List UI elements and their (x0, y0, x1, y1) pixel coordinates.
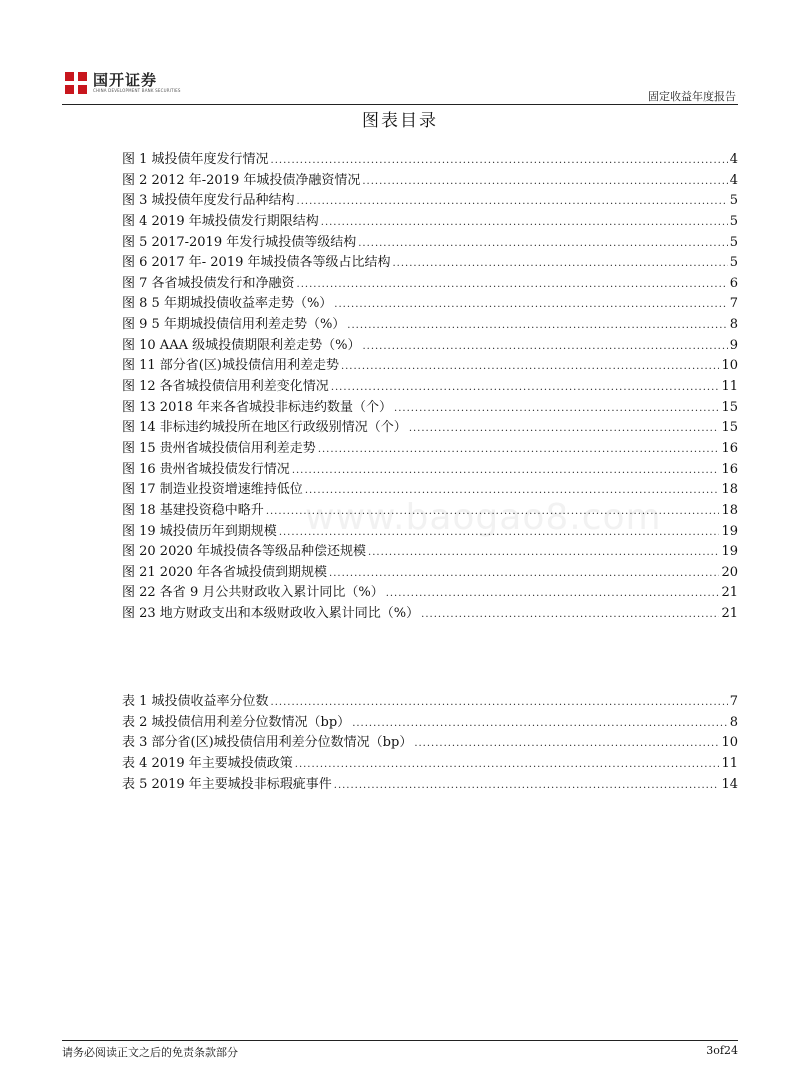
figure-entry-page: 5 (729, 255, 738, 271)
dot-leader (297, 196, 728, 207)
table-entry[interactable] (122, 752, 738, 773)
figure-entry[interactable] (122, 561, 738, 582)
figure-entry-label: 图 15 贵州省城投债信用利差走势 (122, 440, 316, 456)
dot-leader (352, 718, 728, 729)
dot-leader (421, 609, 719, 620)
figure-entry[interactable] (122, 292, 738, 313)
logo-english-name: CHINA DEVELOPMENT BANK SECURITIES (93, 88, 181, 93)
table-list (122, 690, 738, 793)
figure-entry-page: 21 (721, 585, 738, 601)
dot-leader (362, 341, 727, 352)
dot-leader (318, 444, 720, 455)
table-entry[interactable] (122, 731, 738, 752)
figure-entry[interactable] (122, 396, 738, 417)
figure-entry-page: 9 (729, 337, 738, 353)
figure-entry[interactable] (122, 520, 738, 541)
figure-entry-page: 16 (721, 440, 738, 456)
dot-leader (368, 547, 719, 558)
figure-entry[interactable] (122, 189, 738, 210)
figure-entry[interactable] (122, 354, 738, 375)
dot-leader (279, 527, 720, 538)
header-divider (62, 104, 738, 105)
figure-entry-label: 图 8 5 年期城投债收益率走势（%） (122, 296, 333, 312)
table-entry-page: 14 (721, 776, 738, 792)
figure-entry-label: 图 1 城投债年度发行情况 (122, 152, 269, 167)
dot-leader (386, 588, 720, 599)
figure-entry-page: 6 (729, 275, 738, 291)
figure-entry[interactable] (122, 251, 738, 272)
dot-leader (329, 568, 719, 579)
table-entry-label: 表 4 2019 年主要城投债政策 (122, 755, 293, 771)
figure-entry[interactable] (122, 375, 738, 396)
dot-leader (334, 299, 727, 310)
footer-divider (62, 1040, 738, 1041)
table-entry[interactable] (122, 773, 738, 794)
dot-leader (305, 485, 720, 496)
figure-entry-page: 21 (721, 606, 738, 622)
dot-leader (409, 423, 720, 434)
figure-entry[interactable] (122, 499, 738, 520)
dot-leader (331, 382, 720, 393)
figure-entry-page: 18 (721, 502, 738, 518)
footer-disclaimer: 请务必阅读正文之后的免责条款部分 (62, 1046, 238, 1059)
figure-entry-label: 图 11 部分省(区)城投债信用利差走势 (122, 358, 339, 374)
table-entry-page: 11 (721, 755, 738, 771)
figure-entry-label: 图 19 城投债历年到期规模 (122, 523, 277, 539)
dot-leader (292, 465, 720, 476)
dot-leader (295, 759, 720, 770)
figure-entry[interactable] (122, 169, 738, 190)
dot-leader (362, 176, 727, 187)
dot-leader (266, 506, 720, 517)
figure-entry[interactable] (122, 231, 738, 252)
table-entry-label: 表 5 2019 年主要城投非标瑕疵事件 (122, 776, 332, 792)
table-entry-page: 10 (721, 735, 738, 751)
figure-entry-label: 图 16 贵州省城投债发行情况 (122, 461, 290, 477)
figure-entry-page: 19 (721, 544, 738, 560)
dot-leader (321, 217, 728, 228)
figure-entry-page: 15 (721, 399, 738, 415)
figure-entry-page: 7 (729, 296, 738, 312)
figure-entry[interactable] (122, 540, 738, 561)
table-entry-page: 7 (729, 694, 738, 709)
figure-entry-label: 图 12 各省城投债信用利差变化情况 (122, 379, 329, 395)
figure-entry-label: 图 3 城投债年度发行品种结构 (122, 193, 295, 209)
figure-entry-page: 15 (721, 420, 738, 436)
report-type: 固定收益年度报告 (648, 90, 736, 103)
figure-entry-page: 16 (721, 461, 738, 477)
figure-entry[interactable] (122, 602, 738, 623)
figure-entry-page: 19 (721, 523, 738, 539)
figure-entry[interactable] (122, 581, 738, 602)
figure-entry-page: 4 (729, 152, 738, 167)
figure-entry-page: 10 (721, 358, 738, 374)
figure-entry[interactable] (122, 334, 738, 355)
figure-entry-page: 4 (729, 172, 738, 188)
figure-entry-label: 图 21 2020 年各省城投债到期规模 (122, 564, 328, 580)
figure-entry[interactable] (122, 272, 738, 293)
figure-entry-label: 图 22 各省 9 月公共财政收入累计同比（%） (122, 585, 384, 601)
figure-entry-label: 图 9 5 年期城投债信用利差走势（%） (122, 317, 346, 333)
dot-leader (271, 697, 728, 708)
dot-leader (394, 403, 719, 414)
figure-entry-page: 5 (729, 234, 738, 250)
logo-name: 国开证券 (93, 71, 158, 89)
dot-leader (393, 258, 728, 269)
figure-entry-label: 图 13 2018 年来各省城投非标违约数量（个） (122, 399, 393, 415)
figure-entry[interactable] (122, 210, 738, 231)
figure-entry[interactable] (122, 416, 738, 437)
figure-entry-label: 图 10 AAA 级城投债期限利差走势（%） (122, 337, 361, 353)
figure-entry-page: 8 (729, 317, 738, 333)
figure-entry[interactable] (122, 148, 738, 169)
figure-entry-label: 图 6 2017 年- 2019 年城投债各等级占比结构 (122, 255, 391, 271)
company-logo (65, 72, 181, 94)
page-header (62, 70, 738, 104)
dot-leader (334, 780, 720, 791)
table-entry-label: 表 2 城投债信用利差分位数情况（bp） (122, 714, 351, 730)
figure-entry-label: 图 14 非标违约城投所在地区行政级别情况（个） (122, 420, 407, 436)
table-entry-page: 8 (729, 714, 738, 730)
figure-entry-page: 5 (729, 193, 738, 209)
dot-leader (271, 155, 728, 166)
dot-leader (297, 279, 728, 290)
figure-entry-label: 图 5 2017-2019 年发行城投债等级结构 (122, 234, 357, 250)
figure-entry-label: 图 17 制造业投资增速维持低位 (122, 482, 303, 498)
logo-mark-icon (65, 72, 87, 94)
figure-entry-label: 图 2 2012 年-2019 年城投债净融资情况 (122, 172, 361, 188)
figure-entry-label: 图 7 各省城投债发行和净融资 (122, 275, 295, 291)
figure-entry-page: 11 (721, 379, 738, 395)
figure-entry[interactable] (122, 458, 738, 479)
figure-entry-label: 图 20 2020 年城投债各等级品种偿还规模 (122, 544, 367, 560)
watermark: www.baogao8.com (305, 497, 662, 538)
dot-leader (341, 361, 720, 372)
figure-entry-page: 20 (721, 564, 738, 580)
dot-leader (414, 738, 719, 749)
figure-entry-label: 图 18 基建投资稳中略升 (122, 502, 264, 518)
page-number: 3of24 (706, 1044, 738, 1057)
figure-list (122, 148, 738, 623)
figure-entry[interactable] (122, 437, 738, 458)
figure-entry-label: 图 4 2019 年城投债发行期限结构 (122, 213, 319, 229)
figure-entry[interactable] (122, 478, 738, 499)
table-entry-label: 表 3 部分省(区)城投债信用利差分位数情况（bp） (122, 735, 413, 751)
figure-entry-page: 5 (729, 213, 738, 229)
figure-entry-label: 图 23 地方财政支出和本级财政收入累计同比（%） (122, 606, 420, 622)
table-entry[interactable] (122, 711, 738, 732)
table-entry-label: 表 1 城投债收益率分位数 (122, 694, 269, 709)
page-title: 图表目录 (362, 111, 438, 131)
figure-entry[interactable] (122, 313, 738, 334)
table-entry[interactable] (122, 690, 738, 711)
dot-leader (347, 320, 727, 331)
figure-entry-page: 18 (721, 482, 738, 498)
dot-leader (358, 238, 727, 249)
